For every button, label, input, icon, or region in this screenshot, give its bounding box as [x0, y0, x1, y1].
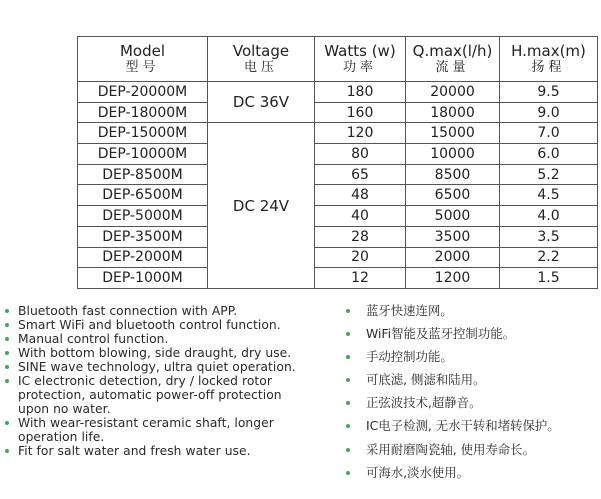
table-row [78, 206, 598, 227]
feature-item [5, 444, 305, 458]
header-row [78, 37, 598, 82]
spec-table [77, 36, 598, 289]
bullet-dot-icon [5, 309, 9, 313]
model-cell: DEP-8500M [78, 164, 208, 185]
feature-item [346, 466, 596, 489]
table-row [78, 185, 598, 206]
watts-cell: 160 [315, 102, 406, 123]
bullet-dot-icon [346, 471, 350, 475]
model-cell: DEP-3500M [78, 226, 208, 247]
hmax-cell: 7.0 [500, 123, 598, 144]
header-hmax-cn: 扬程 [531, 60, 566, 75]
model-cell: DEP-2000M [78, 247, 208, 268]
header-voltage-cn: 电压 [243, 60, 278, 75]
voltage-cell: DC 36V [208, 82, 315, 123]
bullet-dot-icon [5, 337, 9, 341]
hmax-cell: 1.5 [500, 268, 598, 289]
watts-cell: 12 [315, 268, 406, 289]
qmax-cell: 3500 [406, 226, 500, 247]
feature-item [346, 373, 596, 396]
header-model-cn: 型号 [125, 60, 160, 75]
table-row [78, 247, 598, 268]
feature-list-english [5, 304, 305, 458]
feature-item [5, 374, 305, 416]
header-qmax-en: Q.max(l/h) [412, 42, 493, 60]
bullet-dot-icon [346, 355, 350, 359]
watts-cell: 20 [315, 247, 406, 268]
bullet-dot-icon [346, 424, 350, 428]
watts-cell: 48 [315, 185, 406, 206]
hmax-cell: 9.0 [500, 102, 598, 123]
feature-text: WiFi智能及蓝牙控制功能。 [366, 326, 515, 342]
model-cell: DEP-6500M [78, 185, 208, 206]
model-cell: DEP-18000M [78, 102, 208, 123]
watts-cell: 180 [315, 82, 406, 103]
bullet-dot-icon [346, 309, 350, 313]
feature-item [5, 318, 305, 332]
model-cell: DEP-15000M [78, 123, 208, 144]
hmax-cell: 4.0 [500, 206, 598, 227]
qmax-cell: 1200 [406, 268, 500, 289]
feature-item [346, 327, 596, 350]
feature-text: With bottom blowing, side draught, dry use. [18, 346, 292, 360]
feature-text: 可底滤, 侧滤和陆用。 [366, 372, 486, 388]
feature-item [346, 396, 596, 419]
feature-text: SINE wave technology, ultra quiet operation. [18, 360, 296, 374]
table-row [78, 123, 598, 144]
feature-item [5, 332, 305, 346]
header-qmax-cn: 流量 [435, 60, 470, 75]
qmax-cell: 2000 [406, 247, 500, 268]
header-watts [315, 37, 406, 82]
header-qmax [406, 37, 500, 82]
feature-item [346, 304, 596, 327]
header-hmax [500, 37, 598, 82]
watts-cell: 120 [315, 123, 406, 144]
qmax-cell: 18000 [406, 102, 500, 123]
watts-cell: 28 [315, 226, 406, 247]
header-voltage [208, 37, 315, 82]
hmax-cell: 6.0 [500, 144, 598, 165]
feature-item [346, 443, 596, 466]
model-cell: DEP-5000M [78, 206, 208, 227]
hmax-cell: 5.2 [500, 164, 598, 185]
feature-text: IC电子检测, 无水干转和堵转保护。 [366, 418, 560, 434]
header-watts-en: Watts (w) [324, 42, 396, 60]
hmax-cell: 2.2 [500, 247, 598, 268]
model-cell: DEP-20000M [78, 82, 208, 103]
bullet-dot-icon [346, 448, 350, 452]
table-row [78, 164, 598, 185]
bullet-dot-icon [5, 365, 9, 369]
watts-cell: 40 [315, 206, 406, 227]
bullet-dot-icon [5, 421, 9, 425]
feature-item [5, 416, 305, 444]
feature-text: Fit for salt water and fresh water use. [18, 444, 251, 458]
feature-text: Bluetooth fast connection with APP. [18, 304, 238, 318]
bullet-dot-icon [346, 401, 350, 405]
feature-text: IC electronic detection, dry / locked rotor protection, automatic power-off protection upon no water. [18, 374, 282, 416]
feature-text: 手动控制功能。 [366, 349, 453, 365]
bullet-dot-icon [5, 323, 9, 327]
feature-text: 正弦波技术,超静音。 [366, 395, 482, 411]
hmax-cell: 4.5 [500, 185, 598, 206]
header-model [78, 37, 208, 82]
feature-item [5, 360, 305, 374]
bullet-dot-icon [346, 332, 350, 336]
bullet-dot-icon [5, 449, 9, 453]
qmax-cell: 15000 [406, 123, 500, 144]
header-watts-cn: 功率 [342, 60, 377, 75]
table-row [78, 102, 598, 123]
hmax-cell: 3.5 [500, 226, 598, 247]
table-row [78, 82, 598, 103]
qmax-cell: 10000 [406, 144, 500, 165]
bullet-dot-icon [5, 379, 9, 383]
feature-item [346, 419, 596, 442]
voltage-cell: DC 24V [208, 123, 315, 289]
header-voltage-en: Voltage [232, 42, 290, 60]
watts-cell: 80 [315, 144, 406, 165]
feature-list-chinese [346, 304, 596, 489]
bullet-dot-icon [5, 351, 9, 355]
model-cell: DEP-10000M [78, 144, 208, 165]
qmax-cell: 5000 [406, 206, 500, 227]
feature-text: With wear-resistant ceramic shaft, longer operation life. [18, 416, 274, 444]
model-cell: DEP-1000M [78, 268, 208, 289]
hmax-cell: 9.5 [500, 82, 598, 103]
header-hmax-en: H.max(m) [511, 42, 586, 60]
feature-item [346, 350, 596, 373]
table-row [78, 268, 598, 289]
feature-text: 可海水,淡水使用。 [366, 464, 470, 480]
feature-text: Smart WiFi and bluetooth control function. [18, 318, 281, 332]
header-model-en: Model [119, 42, 166, 60]
feature-text: 蓝牙快速连网。 [366, 303, 453, 318]
qmax-cell: 8500 [406, 164, 500, 185]
table-row [78, 226, 598, 247]
watts-cell: 65 [315, 164, 406, 185]
table-row [78, 144, 598, 165]
feature-item [5, 304, 305, 318]
feature-text: Manual control function. [18, 332, 169, 346]
bullet-dot-icon [346, 378, 350, 382]
feature-item [5, 346, 305, 360]
qmax-cell: 20000 [406, 82, 500, 103]
feature-text: 采用耐磨陶瓷轴, 使用寿命长。 [366, 441, 535, 457]
qmax-cell: 6500 [406, 185, 500, 206]
